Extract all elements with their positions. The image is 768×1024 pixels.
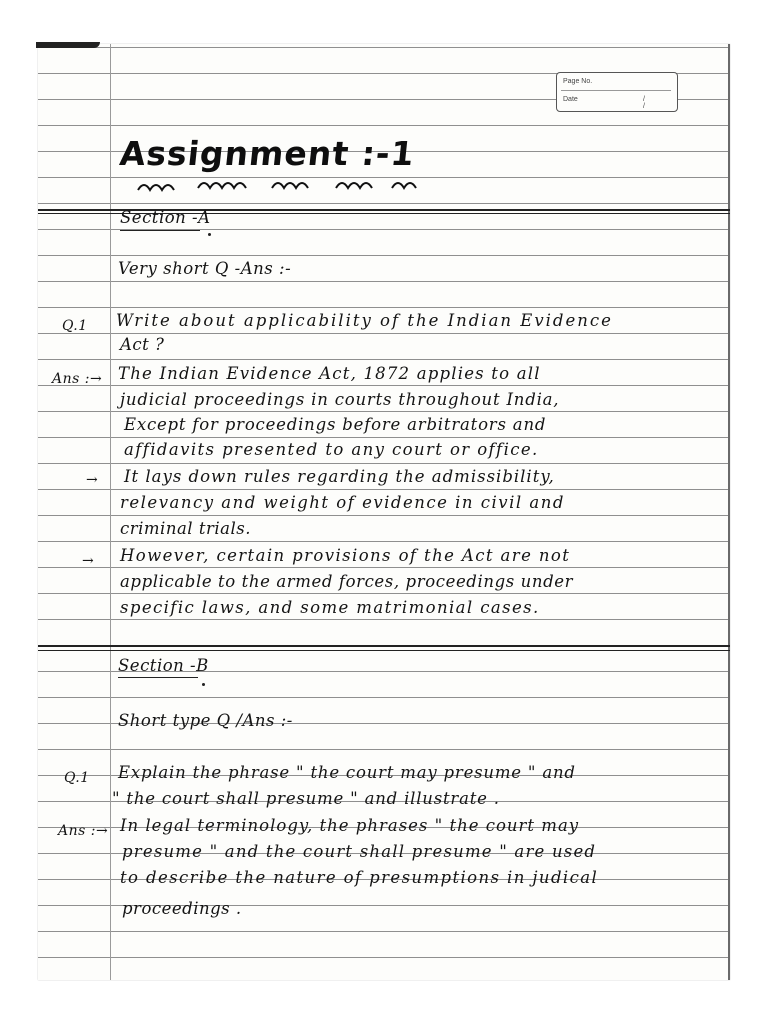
answer-line: Except for proceedings before arbitrators and <box>124 415 547 434</box>
answer-label: Ans :→ <box>52 371 103 387</box>
question-line: Act ? <box>120 335 165 354</box>
page-right-edge <box>728 44 730 980</box>
question-label: Q.1 <box>64 770 90 786</box>
answer-line: judicial proceedings in courts throughout India, <box>120 390 560 409</box>
bullet-arrow-icon: → <box>82 553 95 569</box>
bullet-arrow-icon: → <box>86 472 99 488</box>
answer-line: specific laws, and some matrimonial cases. <box>120 598 540 617</box>
date-label: Date <box>563 96 578 103</box>
section-a-heading: Section -A <box>120 208 211 227</box>
answer-line: presume " and the court shall presume " are used <box>122 842 597 861</box>
section-b-heading: Section -B <box>118 656 209 675</box>
answer-line: criminal trials. <box>120 519 251 538</box>
section-divider <box>38 650 730 651</box>
section-b-underline <box>118 677 198 678</box>
question-line: " the court shall presume " and illustrate . <box>112 789 500 808</box>
answer-line: It lays down rules regarding the admissibility, <box>124 467 555 486</box>
date-separators: / / <box>643 96 655 110</box>
answer-line: In legal terminology, the phrases " the court may <box>120 816 580 835</box>
question-line: Write about applicability of the Indian Evidence <box>116 311 613 330</box>
answer-line: applicable to the armed forces, proceedings under <box>120 572 574 591</box>
scan-corner-mark <box>36 42 100 48</box>
section-a-subheading: Very short Q -Ans :- <box>118 259 292 278</box>
page-no-label: Page No. <box>563 78 593 85</box>
answer-label: Ans :→ <box>58 823 109 839</box>
page-box-divider <box>561 90 671 91</box>
assignment-title: Assignment :-1 <box>117 134 417 173</box>
ink-dot <box>202 683 205 686</box>
section-divider <box>38 645 730 647</box>
answer-line: relevancy and weight of evidence in civil and <box>120 493 565 512</box>
answer-line: to describe the nature of presumptions in judical <box>120 868 599 887</box>
question-line: Explain the phrase " the court may presume " and <box>118 763 576 782</box>
answer-line: The Indian Evidence Act, 1872 applies to all <box>118 364 541 383</box>
margin-line <box>110 44 111 980</box>
page-date-box <box>556 72 678 112</box>
question-label: Q.1 <box>62 318 88 334</box>
answer-line: proceedings . <box>122 899 242 918</box>
title-squiggle-underline <box>136 176 426 196</box>
section-b-subheading: Short type Q /Ans :- <box>118 711 293 730</box>
answer-line: affidavits presented to any court or office. <box>124 440 539 459</box>
answer-line: However, certain provisions of the Act are not <box>120 546 571 565</box>
section-a-underline <box>120 230 200 231</box>
ink-dot <box>208 233 211 236</box>
